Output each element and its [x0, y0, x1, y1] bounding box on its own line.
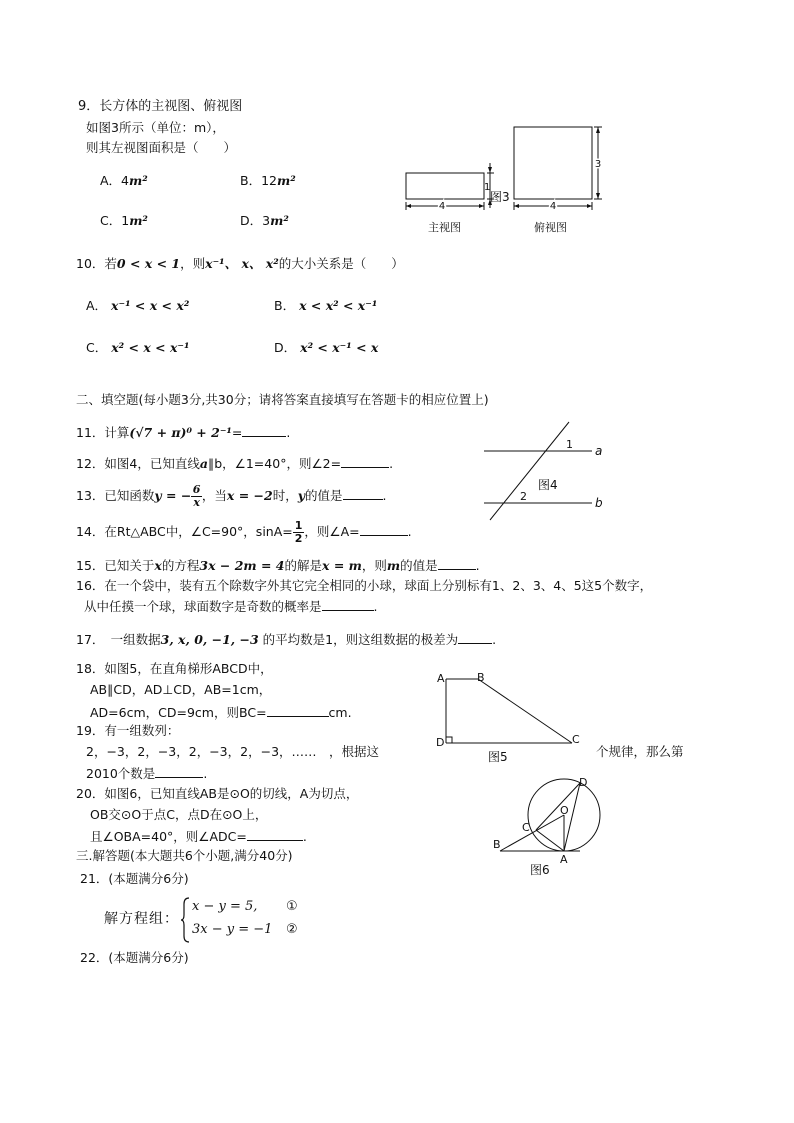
- q21-marker-1: ①: [286, 899, 298, 914]
- figure-4-label: 图4: [538, 478, 558, 492]
- segment-CD: [536, 783, 580, 830]
- point-O-label: O: [560, 804, 569, 817]
- q16-line2: 从中任摸一个球，球面数字是奇数的概率是 .: [84, 599, 378, 614]
- q10-option-a[interactable]: A． x⁻¹ < x < x²: [86, 298, 190, 313]
- point-A-label: A: [560, 853, 568, 866]
- q12: 12．如图4，已知直线a∥b，∠1=40°，则∠2= .: [76, 456, 394, 471]
- brace-icon: [180, 897, 190, 943]
- q20-line2: OB交⊙O于点C，点D在⊙O上，: [90, 807, 268, 822]
- q18-line1: 18．如图5，在直角梯形ABCD中，: [76, 661, 273, 676]
- point-B-label: B: [493, 838, 501, 851]
- top-dim-4: 4: [549, 201, 557, 212]
- q18-line2: AB∥CD，AD⊥CD，AB=1cm，: [90, 682, 272, 697]
- point-C-label: C: [522, 821, 530, 834]
- section-2-heading: 二、填空题(每小题3分,共30分；请将答案直接填写在答题卡的相应位置上): [76, 392, 489, 407]
- label-a: a: [595, 444, 603, 458]
- section-3-heading: 三.解答题(本大题共6个小题,满分40分): [76, 848, 293, 863]
- figure-3-label: 图3: [490, 190, 510, 204]
- segment-AD: [564, 783, 580, 851]
- q10-option-b[interactable]: B． x < x² < x⁻¹: [274, 298, 378, 313]
- top-dim-3: 3: [594, 159, 602, 170]
- figure-6-label: 图6: [530, 863, 550, 877]
- q11: 11．计算(√7 + π)⁰ + 2⁻¹= .: [76, 425, 291, 440]
- q15: 15．已知关于x的方程3x − 2m = 4的解是x = m，则m的值是 .: [76, 558, 480, 573]
- figure-5-label: 图5: [488, 750, 508, 764]
- point-C-label: C: [572, 733, 580, 746]
- front-view-rect: [406, 173, 484, 199]
- point-B-label: B: [477, 671, 485, 684]
- right-angle-mark: [446, 737, 452, 743]
- q18-line3: AD=6cm，CD=9cm，则BC= cm.: [90, 705, 352, 720]
- q9-line2: 如图3所示（单位：m），: [86, 120, 225, 135]
- front-view-label: 主视图: [428, 221, 461, 234]
- transversal: [490, 422, 569, 520]
- q10-option-d[interactable]: D． x² < x⁻¹ < x: [274, 340, 379, 355]
- q21-title: 21．(本题满分6分): [80, 871, 189, 886]
- q19-line2-tail: 个规律，那么第: [596, 744, 684, 759]
- label-b: b: [595, 496, 603, 510]
- q9-option-a[interactable]: A．4m²: [100, 173, 148, 188]
- figure-4: [480, 414, 604, 526]
- q10-stem: 10．若0 < x < 1，则x⁻¹、 x、 x²的大小关系是（ ）: [76, 256, 404, 271]
- point-D-label: D: [436, 736, 445, 749]
- top-view-rect: [514, 127, 592, 199]
- point-A-label: A: [437, 672, 445, 685]
- figure-5: [432, 668, 594, 768]
- point-D-label: D: [579, 776, 588, 789]
- q9-option-b[interactable]: B．12m²: [240, 173, 296, 188]
- q21-marker-2: ②: [286, 922, 298, 937]
- q10-option-c[interactable]: C． x² < x < x⁻¹: [86, 340, 190, 355]
- q19-line3: 2010个数是 .: [86, 766, 208, 781]
- q21-eq2: 3x − y = −1: [192, 922, 273, 937]
- front-dim-1: 1: [484, 182, 491, 193]
- q20-line1: 20．如图6，已知直线AB是⊙O的切线，A为切点，: [76, 786, 359, 801]
- q22-title: 22．(本题满分6分): [80, 950, 189, 965]
- q9-option-d[interactable]: D．3m²: [240, 213, 289, 228]
- q9-option-c[interactable]: C．1m²: [100, 213, 148, 228]
- q16-line1: 16．在一个袋中，装有五个除数字外其它完全相同的小球，球面上分别标有1、2、3、4、5这5个数字，: [76, 578, 653, 593]
- q20-line3: 且∠OBA=40°，则∠ADC= .: [90, 829, 307, 844]
- q9-title: 9．长方体的主视图、俯视图: [78, 99, 243, 114]
- q19-line2: 2，−3，2，−3，2，−3，2，−3，…… ，根据这: [86, 744, 380, 759]
- q21-system: [104, 897, 324, 943]
- figure-6: [488, 772, 612, 882]
- q17: 17． 一组数据3, x, 0, −1, −3 的平均数是1，则这组数据的极差为 .: [76, 632, 497, 647]
- q21-prompt: 解方程组：: [104, 911, 179, 927]
- q21-eq1: x − y = 5,: [192, 899, 258, 914]
- segment-OB: [500, 815, 564, 851]
- angle-1-label: 1: [566, 438, 573, 451]
- q19-line1: 19．有一组数列：: [76, 723, 180, 738]
- q14: 14．在Rt△ABC中，∠C=90°，sinA= $\frac{1}{2}$ ，则∠A= .: [76, 519, 412, 545]
- angle-2-label: 2: [520, 490, 527, 503]
- top-view-label: 俯视图: [534, 221, 567, 234]
- front-dim-4: 4: [438, 201, 446, 212]
- q13: 13．已知函数y = − $\frac{6}{x}$ ，当x = −2时，y的值是 .: [76, 483, 387, 509]
- side-BC: [478, 679, 572, 743]
- figure-3: [398, 118, 608, 238]
- q9-line3: 则其左视图面积是（ ）: [86, 140, 237, 155]
